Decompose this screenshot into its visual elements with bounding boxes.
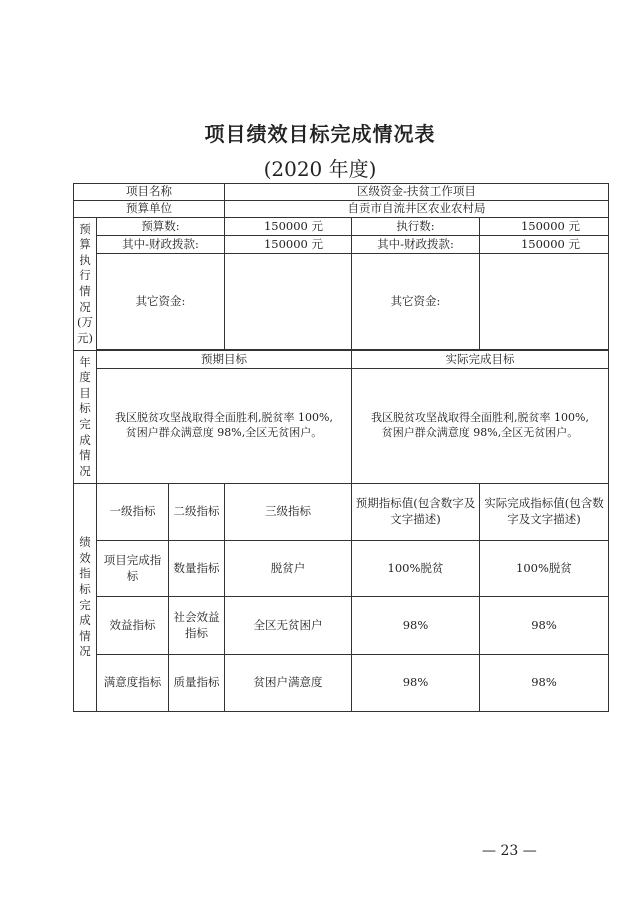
expected-goal-text: 我区脱贫攻坚战取得全面胜利,脱贫率 100%, 贫困户群众满意度 98%,全区无贫困户。 [97, 369, 352, 484]
fiscal-executed-label: 其中-财政拨款: [352, 236, 480, 254]
budget-row [74, 218, 609, 236]
goal-side-label: 年 度 目 标 完 成 情 况 [74, 351, 97, 484]
budget-side-label: 预 算 执 行 情 况 (万 元) [74, 218, 97, 351]
row3-level2: 质量指标 [169, 655, 225, 712]
row1-level1: 项目完成指标 [97, 541, 169, 597]
other-funds-label: 其它资金: [97, 254, 225, 350]
budget-unit-value: 自贡市自流井区农业农村局 [225, 201, 609, 218]
row2-level3: 全区无贫困户 [225, 597, 352, 655]
row1-expected: 100%脱贫 [352, 541, 480, 597]
performance-table [73, 183, 609, 712]
budget-amount-value: 150000 元 [225, 218, 352, 236]
budget-unit-row [74, 201, 609, 218]
table-row [74, 655, 609, 712]
level1-header: 一级指标 [97, 484, 169, 541]
goal-content-row [74, 369, 609, 484]
row2-level1: 效益指标 [97, 597, 169, 655]
executed-amount-value: 150000 元 [480, 218, 609, 236]
project-name-row [74, 184, 609, 201]
row3-level3: 贫困户满意度 [225, 655, 352, 712]
other-funds-value [225, 254, 352, 350]
row1-level3: 脱贫户 [225, 541, 352, 597]
fiscal-budget-value: 150000 元 [225, 236, 352, 254]
executed-amount-label: 执行数: [352, 218, 480, 236]
row2-expected: 98% [352, 597, 480, 655]
page-title: 项目绩效目标完成情况表 [204, 122, 436, 146]
page-subtitle: (2020 年度) [263, 157, 377, 181]
row3-actual: 98% [480, 655, 609, 712]
indicator-side-label: 绩 效 指 标 完 成 情 况 [74, 484, 97, 712]
expected-value-header: 预期指标值(包含数字及文字描述) [352, 484, 480, 541]
page-number: — 23 — [482, 843, 537, 859]
actual-goal-header: 实际完成目标 [352, 351, 609, 369]
row2-level2: 社会效益指标 [169, 597, 225, 655]
budget-amount-label: 预算数: [97, 218, 225, 236]
goal-header-row [74, 351, 609, 369]
row3-level1: 满意度指标 [97, 655, 169, 712]
other-funds-row [74, 254, 609, 350]
budget-unit-label: 预算单位 [74, 201, 225, 218]
expected-goal-header: 预期目标 [97, 351, 352, 369]
fiscal-budget-label: 其中-财政拨款: [97, 236, 225, 254]
row2-actual: 98% [480, 597, 609, 655]
row3-expected: 98% [352, 655, 480, 712]
table-row [74, 541, 609, 597]
table-row [74, 597, 609, 655]
other-funds-executed-value [480, 254, 609, 350]
fiscal-row [74, 236, 609, 254]
row1-actual: 100%脱贫 [480, 541, 609, 597]
level3-header: 三级指标 [225, 484, 352, 541]
other-funds-executed-label: 其它资金: [352, 254, 480, 350]
level2-header: 二级指标 [169, 484, 225, 541]
actual-value-header: 实际完成指标值(包含数字及文字描述) [480, 484, 609, 541]
fiscal-executed-value: 150000 元 [480, 236, 609, 254]
project-name-value: 区级资金-扶贫工作项目 [225, 184, 609, 201]
row1-level2: 数量指标 [169, 541, 225, 597]
actual-goal-text: 我区脱贫攻坚战取得全面胜利,脱贫率 100%, 贫困户群众满意度 98%,全区无贫困户。 [352, 369, 609, 484]
indicator-header-row [74, 484, 609, 541]
project-name-label: 项目名称 [74, 184, 225, 201]
